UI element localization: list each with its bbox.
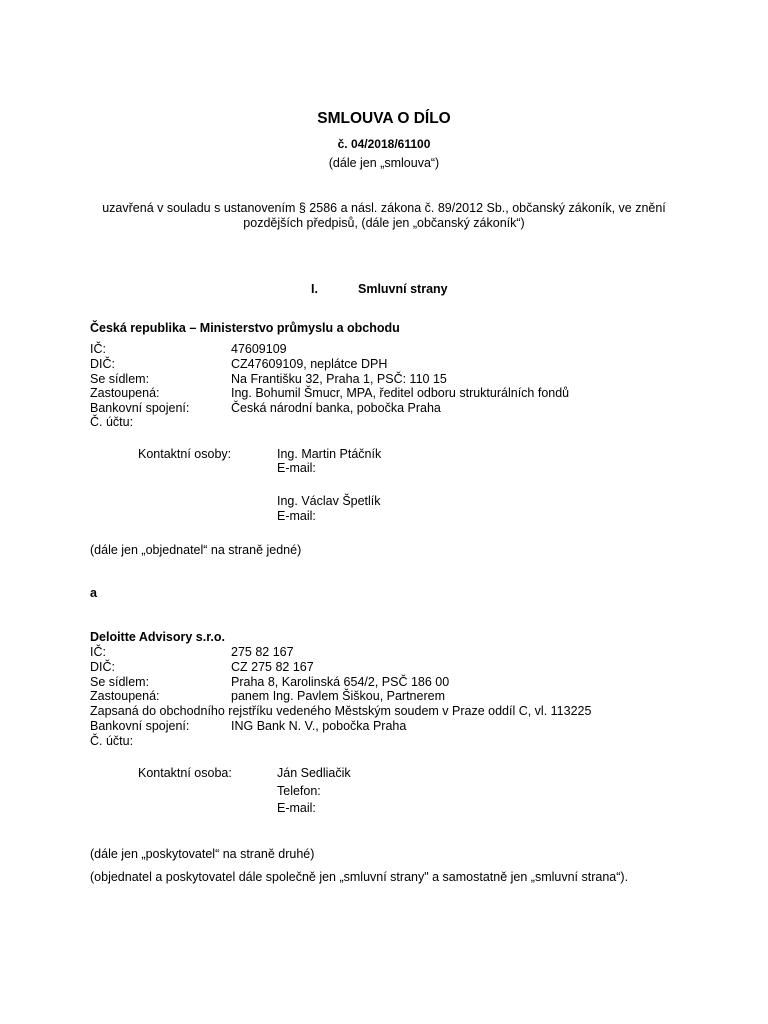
party1-value-represented: Ing. Bohumil Šmucr, MPA, ředitel odboru strukturálních fondů [231,386,570,400]
preamble-line-1: uzavřená v souladu s ustanovením § 2586 a násl. zákona č. 89/2012 Sb., občanský zákoník, ve znění [102,201,666,215]
party2-label-represented: Zastoupená: [90,689,160,703]
party1-label-seat: Se sídlem: [90,372,150,386]
party2-contact-name: Ján Sedliačik [277,766,351,780]
party2-contact-email-label: E-mail: [277,801,316,815]
party1-label-bank: Bankovní spojení: [90,401,190,415]
section-numeral: I. [311,282,318,296]
party1-name: Česká republika – Ministerstvo průmyslu a obchodu [90,321,400,335]
party2-contact-label: Kontaktní osoba: [138,766,232,780]
party1-label-represented: Zastoupená: [90,386,160,400]
party1-label-dic: DIČ: [90,357,115,371]
party2-name: Deloitte Advisory s.r.o. [90,630,225,644]
party2-value-bank: ING Bank N. V., pobočka Praha [231,719,407,733]
party2-label-seat: Se sídlem: [90,675,150,689]
section-title: Smluvní strany [358,282,448,296]
party1-alias: (dále jen „objednatel“ na straně jedné) [90,543,302,557]
party2-label-account: Č. účtu: [90,734,134,748]
party2-value-dic: CZ 275 82 167 [231,660,314,674]
party2-registration: Zapsaná do obchodního rejstříku vedeného Městským soudem v Praze oddíl C, vl. 113225 [90,704,592,718]
contract-number: č. 04/2018/61100 [337,137,431,151]
party2-value-seat: Praha 8, Karolinská 654/2, PSČ 186 00 [231,675,450,689]
party1-contacts-label: Kontaktní osoby: [138,447,232,461]
party1-value-seat: Na Františku 32, Praha 1, PSČ: 110 15 [231,372,447,386]
party1-label-account: Č. účtu: [90,415,134,429]
party1-label-ic: IČ: [90,342,106,356]
contract-alias: (dále jen „smlouva“) [328,156,440,170]
conjunction: a [90,586,97,600]
party2-label-bank: Bankovní spojení: [90,719,190,733]
party1-value-ic: 47609109 [231,342,287,356]
party1-contact1-email-label: E-mail: [277,461,316,475]
preamble-line-2: pozdějších předpisů, (dále jen „občanský zákoník“) [243,216,525,230]
party2-label-dic: DIČ: [90,660,115,674]
party2-contact-phone-label: Telefon: [277,784,321,798]
party2-value-ic: 275 82 167 [231,645,294,659]
party1-contact2-name: Ing. Václav Špetlík [277,494,381,508]
party2-label-ic: IČ: [90,645,106,659]
party1-contact1-name: Ing. Martin Ptáčník [277,447,382,461]
party2-alias: (dále jen „poskytovatel“ na straně druhé) [90,847,315,861]
party1-value-dic: CZ47609109, neplátce DPH [231,357,388,371]
closing-statement: (objednatel a poskytovatel dále společně jen „smluvní strany" a samostatně jen „smluvní strana“). [90,870,629,884]
party1-value-bank: Česká národní banka, pobočka Praha [231,401,441,415]
party1-contact2-email-label: E-mail: [277,509,316,523]
party2-value-represented: panem Ing. Pavlem Šiškou, Partnerem [231,689,445,703]
document-title: SMLOUVA O DÍLO [317,110,451,127]
